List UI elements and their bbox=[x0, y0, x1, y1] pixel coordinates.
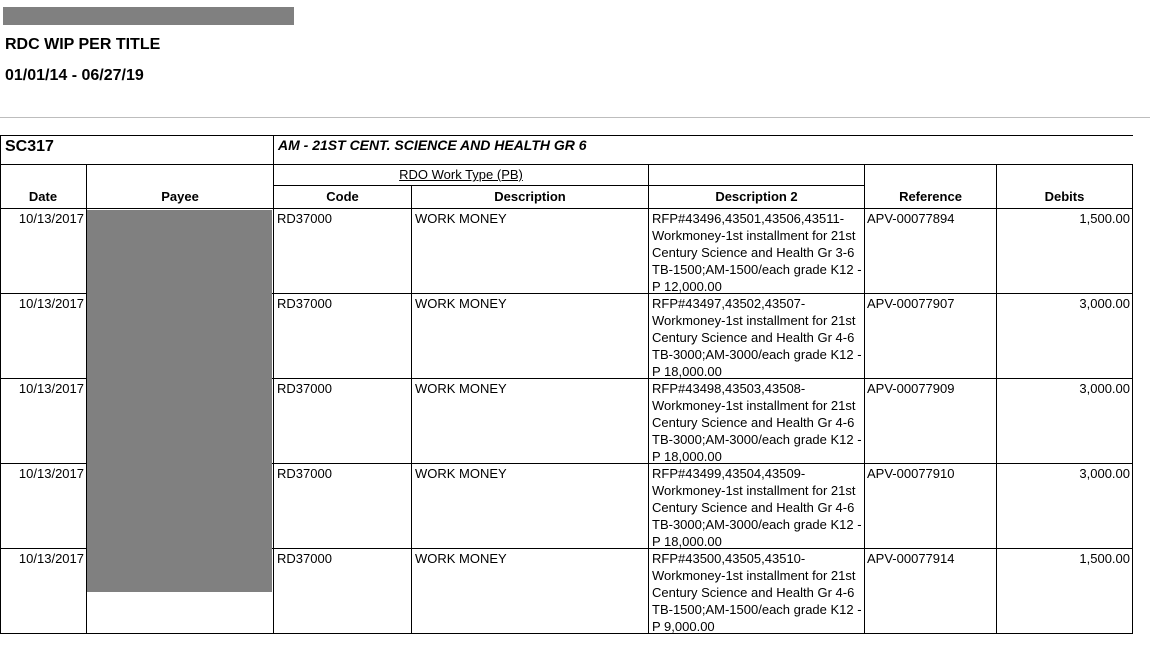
row-date: 10/13/2017 bbox=[18, 211, 84, 226]
row-description-2: RFP#43499,43504,43509-Workmoney-1st installment for 21st Century Science and Health Gr 4-6 TB-3000;AM-3000/each grade K12 - P 18,000.00 bbox=[652, 466, 862, 549]
row-description-2: RFP#43496,43501,43506,43511-Workmoney-1st installment for 21st Century Science and Health Gr 3-6 TB-1500;AM-1500/each grade K12 - P 12,000.00 bbox=[652, 211, 862, 294]
row-description: WORK MONEY bbox=[415, 381, 507, 396]
col-header-description: Description bbox=[494, 189, 566, 204]
row-debits: 1,500.00 bbox=[1079, 211, 1130, 226]
row-code: RD37000 bbox=[277, 296, 332, 311]
row-description-2: RFP#43497,43502,43507-Workmoney-1st installment for 21st Century Science and Health Gr 4-6 TB-3000;AM-3000/each grade K12 - P 18,000.00 bbox=[652, 296, 862, 379]
row-date: 10/13/2017 bbox=[18, 551, 84, 566]
redacted-payee-block bbox=[87, 210, 272, 592]
row-code: RD37000 bbox=[277, 551, 332, 566]
row-debits: 3,000.00 bbox=[1079, 296, 1130, 311]
row-debits: 1,500.00 bbox=[1079, 551, 1130, 566]
divider bbox=[0, 117, 1150, 118]
col-header-description-2: Description 2 bbox=[715, 189, 798, 204]
row-date: 10/13/2017 bbox=[18, 381, 84, 396]
row-reference: APV-00077909 bbox=[867, 381, 955, 396]
row-description: WORK MONEY bbox=[415, 466, 507, 481]
col-header-debits: Debits bbox=[1044, 189, 1085, 204]
row-description-2: RFP#43498,43503,43508-Workmoney-1st installment for 21st Century Science and Health Gr 4-6 TB-3000;AM-3000/each grade K12 - P 18,000.00 bbox=[652, 381, 862, 464]
row-description: WORK MONEY bbox=[415, 296, 507, 311]
col-header-code: Code bbox=[326, 189, 359, 204]
row-code: RD37000 bbox=[277, 381, 332, 396]
section-title: AM - 21ST CENT. SCIENCE AND HEALTH GR 6 bbox=[278, 137, 587, 153]
row-reference: APV-00077914 bbox=[867, 551, 955, 566]
redacted-header-block bbox=[3, 7, 294, 25]
row-debits: 3,000.00 bbox=[1079, 381, 1130, 396]
report-date-range: 01/01/14 - 06/27/19 bbox=[5, 67, 144, 84]
row-description: WORK MONEY bbox=[415, 211, 507, 226]
row-reference: APV-00077894 bbox=[867, 211, 955, 226]
col-header-reference: Reference bbox=[899, 189, 962, 204]
row-date: 10/13/2017 bbox=[18, 466, 84, 481]
row-debits: 3,000.00 bbox=[1079, 466, 1130, 481]
col-header-date: Date bbox=[28, 189, 58, 204]
row-reference: APV-00077910 bbox=[867, 466, 955, 481]
row-code: RD37000 bbox=[277, 211, 332, 226]
section-code: SC317 bbox=[5, 138, 54, 155]
row-description-2: RFP#43500,43505,43510-Workmoney-1st installment for 21st Century Science and Health Gr 4-6 TB-1500;AM-1500/each grade K12 - P 9,000.00 bbox=[652, 551, 862, 634]
row-date: 10/13/2017 bbox=[18, 296, 84, 311]
col-header-payee: Payee bbox=[161, 189, 199, 204]
row-code: RD37000 bbox=[277, 466, 332, 481]
row-description: WORK MONEY bbox=[415, 551, 507, 566]
report-title: RDC WIP PER TITLE bbox=[5, 36, 161, 53]
col-group-header-work-type: RDO Work Type (PB) bbox=[399, 167, 523, 182]
row-reference: APV-00077907 bbox=[867, 296, 955, 311]
